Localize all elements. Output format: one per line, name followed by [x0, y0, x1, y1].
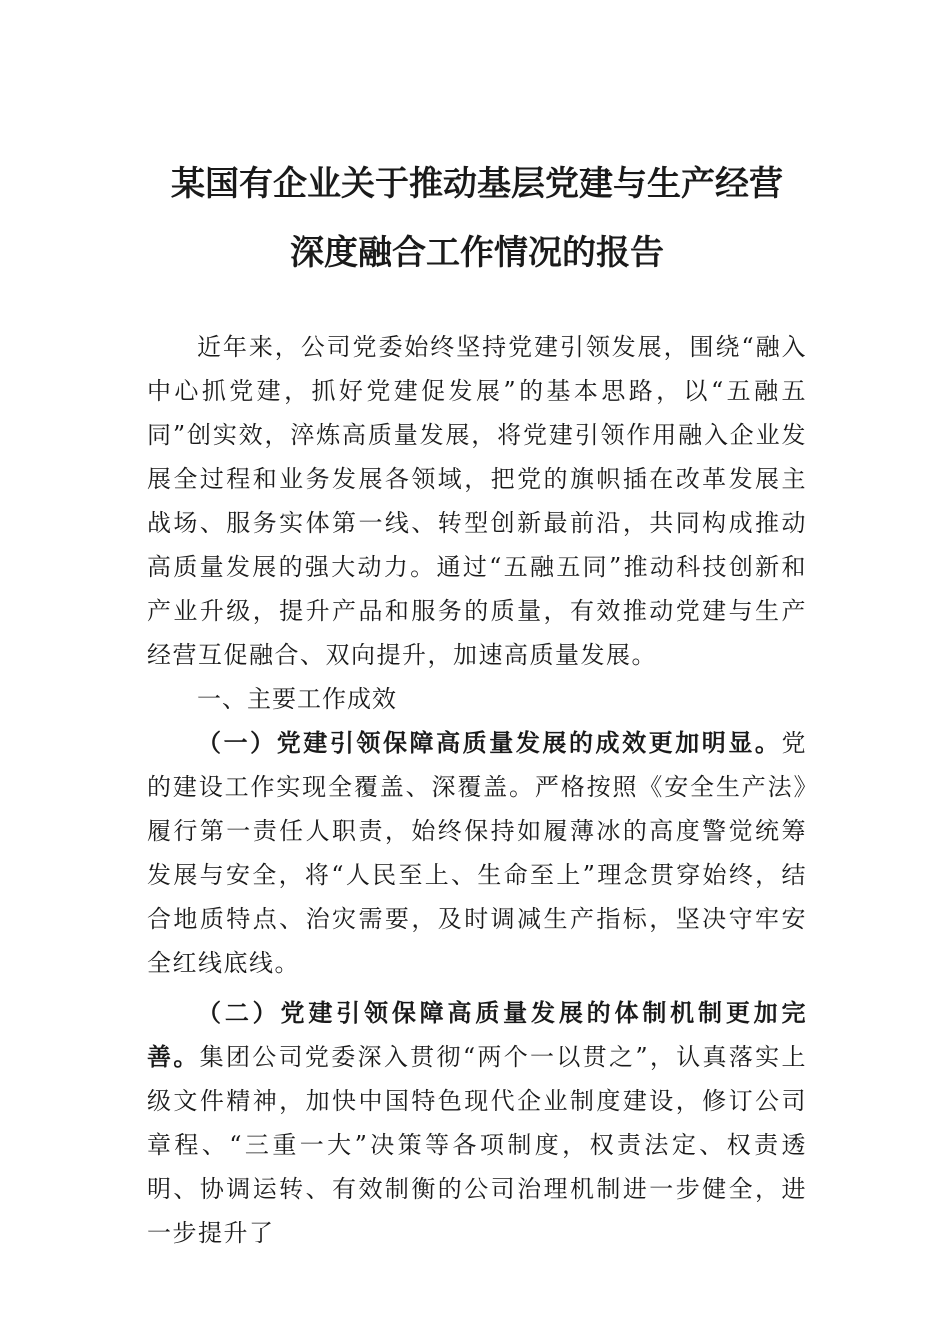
title-line-2: 深度融合工作情况的报告 [290, 233, 664, 273]
subsection-1-text: 党的建设工作实现全覆盖、深覆盖。严格按照《安全生产法》履行第一责任人职责，始终保持如履薄冰的高度警觉统筹发展与安全，将“人民至上、生命至上”理念贯穿始终，结合地质特点、治灾需要，及时调减生产指标，坚决守牢安全红线底线。 [147, 729, 807, 977]
subsection-1-paragraph [147, 721, 807, 985]
subsection-2-lead: （二）党建引领保障高质量发展的体制机制更加完善。 [147, 998, 807, 1071]
subsection-2-text: 集团公司党委深入贯彻“两个一以贯之”，认真落实上级文件精神，加快中国特色现代企业制度建设，修订公司章程、“三重一大”决策等各项制度，权责法定、权责透明、协调运转、有效制衡的公司治理机制进一步健全，进一步提升了 [147, 1043, 807, 1247]
intro-paragraph: 近年来，公司党委始终坚持党建引领发展，围绕“融入中心抓党建，抓好党建促发展”的基本思路，以“五融五同”创实效，淬炼高质量发展，将党建引领作用融入企业发展全过程和业务发展各领域，把党的旗帜插在改革发展主战场、服务实体第一线、转型创新最前沿，共同构成推动高质量发展的强大动力。通过“五融五同”推动科技创新和产业升级，提升产品和服务的质量，有效推动党建与生产经营互促融合、双向提升，加速高质量发展。 [147, 333, 807, 669]
title-line-1: 某国有企业关于推动基层党建与生产经营 [171, 164, 783, 204]
section-heading-main-results: 一、主要工作成效 [197, 685, 397, 713]
subsection-1-lead: （一）党建引领保障高质量发展的成效更加明显。 [197, 728, 782, 757]
document-title [147, 150, 807, 288]
subsection-2-paragraph [147, 991, 807, 1255]
document-page [147, 150, 807, 1255]
